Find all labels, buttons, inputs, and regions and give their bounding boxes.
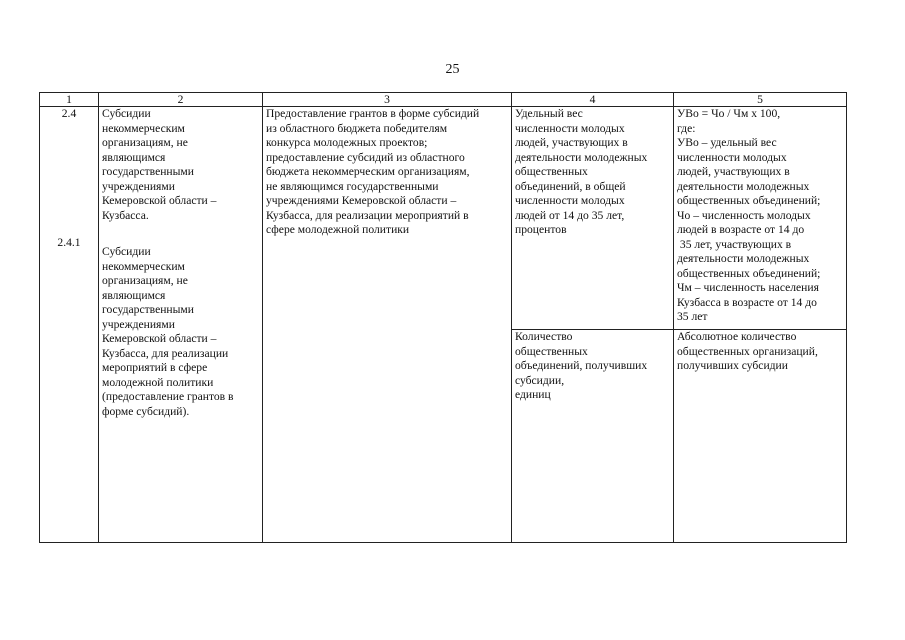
header-col-4: 4 <box>512 93 674 107</box>
program-table <box>39 92 847 543</box>
header-col-1: 1 <box>40 93 99 107</box>
item-names-cell <box>99 107 263 543</box>
header-col-2: 2 <box>99 93 263 107</box>
header-col-3: 3 <box>263 93 512 107</box>
formula-share-cell: УВо = Чо / Чм х 100, где: УВо – удельный вес численности молодых людей, участвующих в деятельности молодежных общественных объединений; Чо – численность молодых людей в возрасте от 14 до 35 лет, участвующих в деятельности молодежных общественных объединений; Чм – численность населения Кузбасса в возрасте от 14 до 35 лет <box>674 107 847 330</box>
item-numbers-cell <box>40 107 99 543</box>
page-number: 25 <box>445 62 460 77</box>
header-row <box>40 93 847 107</box>
activity-description-cell: Предоставление грантов в форме субсидий из областного бюджета победителям конкурса молодежных проектов; предоставление субсидий из областного бюджета некоммерческим организациям, не являющимся государственными учреждениями Кемеровской области – Кузбасса, для реализации мероприятий в сфере молодежной политики <box>263 107 512 543</box>
table-row <box>40 107 847 330</box>
indicator-count-cell: Количество общественных объединений, получивших субсидии, единиц <box>512 330 674 543</box>
header-col-5: 5 <box>674 93 847 107</box>
item-name-2-4: Субсидии некоммерческим организациям, не являющимся государственными учреждениями Кемеровской области – Кузбасса. <box>102 107 217 222</box>
formula-count-cell: Абсолютное количество общественных организаций, получивших субсидии <box>674 330 847 543</box>
item-name-2-4-1: Субсидии некоммерческим организациям, не являющимся государственными учреждениями Кемеровской области – Кузбасса, для реализации мероприятий в сфере молодежной политики (предоставление грантов в форме субсидий). <box>102 245 234 418</box>
item-number-2-4: 2.4 <box>61 107 77 120</box>
indicator-share-cell: Удельный вес численности молодых людей, участвующих в деятельности молодежных общественных объединений, в общей численности молодых людей от 14 до 35 лет, процентов <box>512 107 674 330</box>
item-number-2-4-1: 2.4.1 <box>57 235 81 249</box>
